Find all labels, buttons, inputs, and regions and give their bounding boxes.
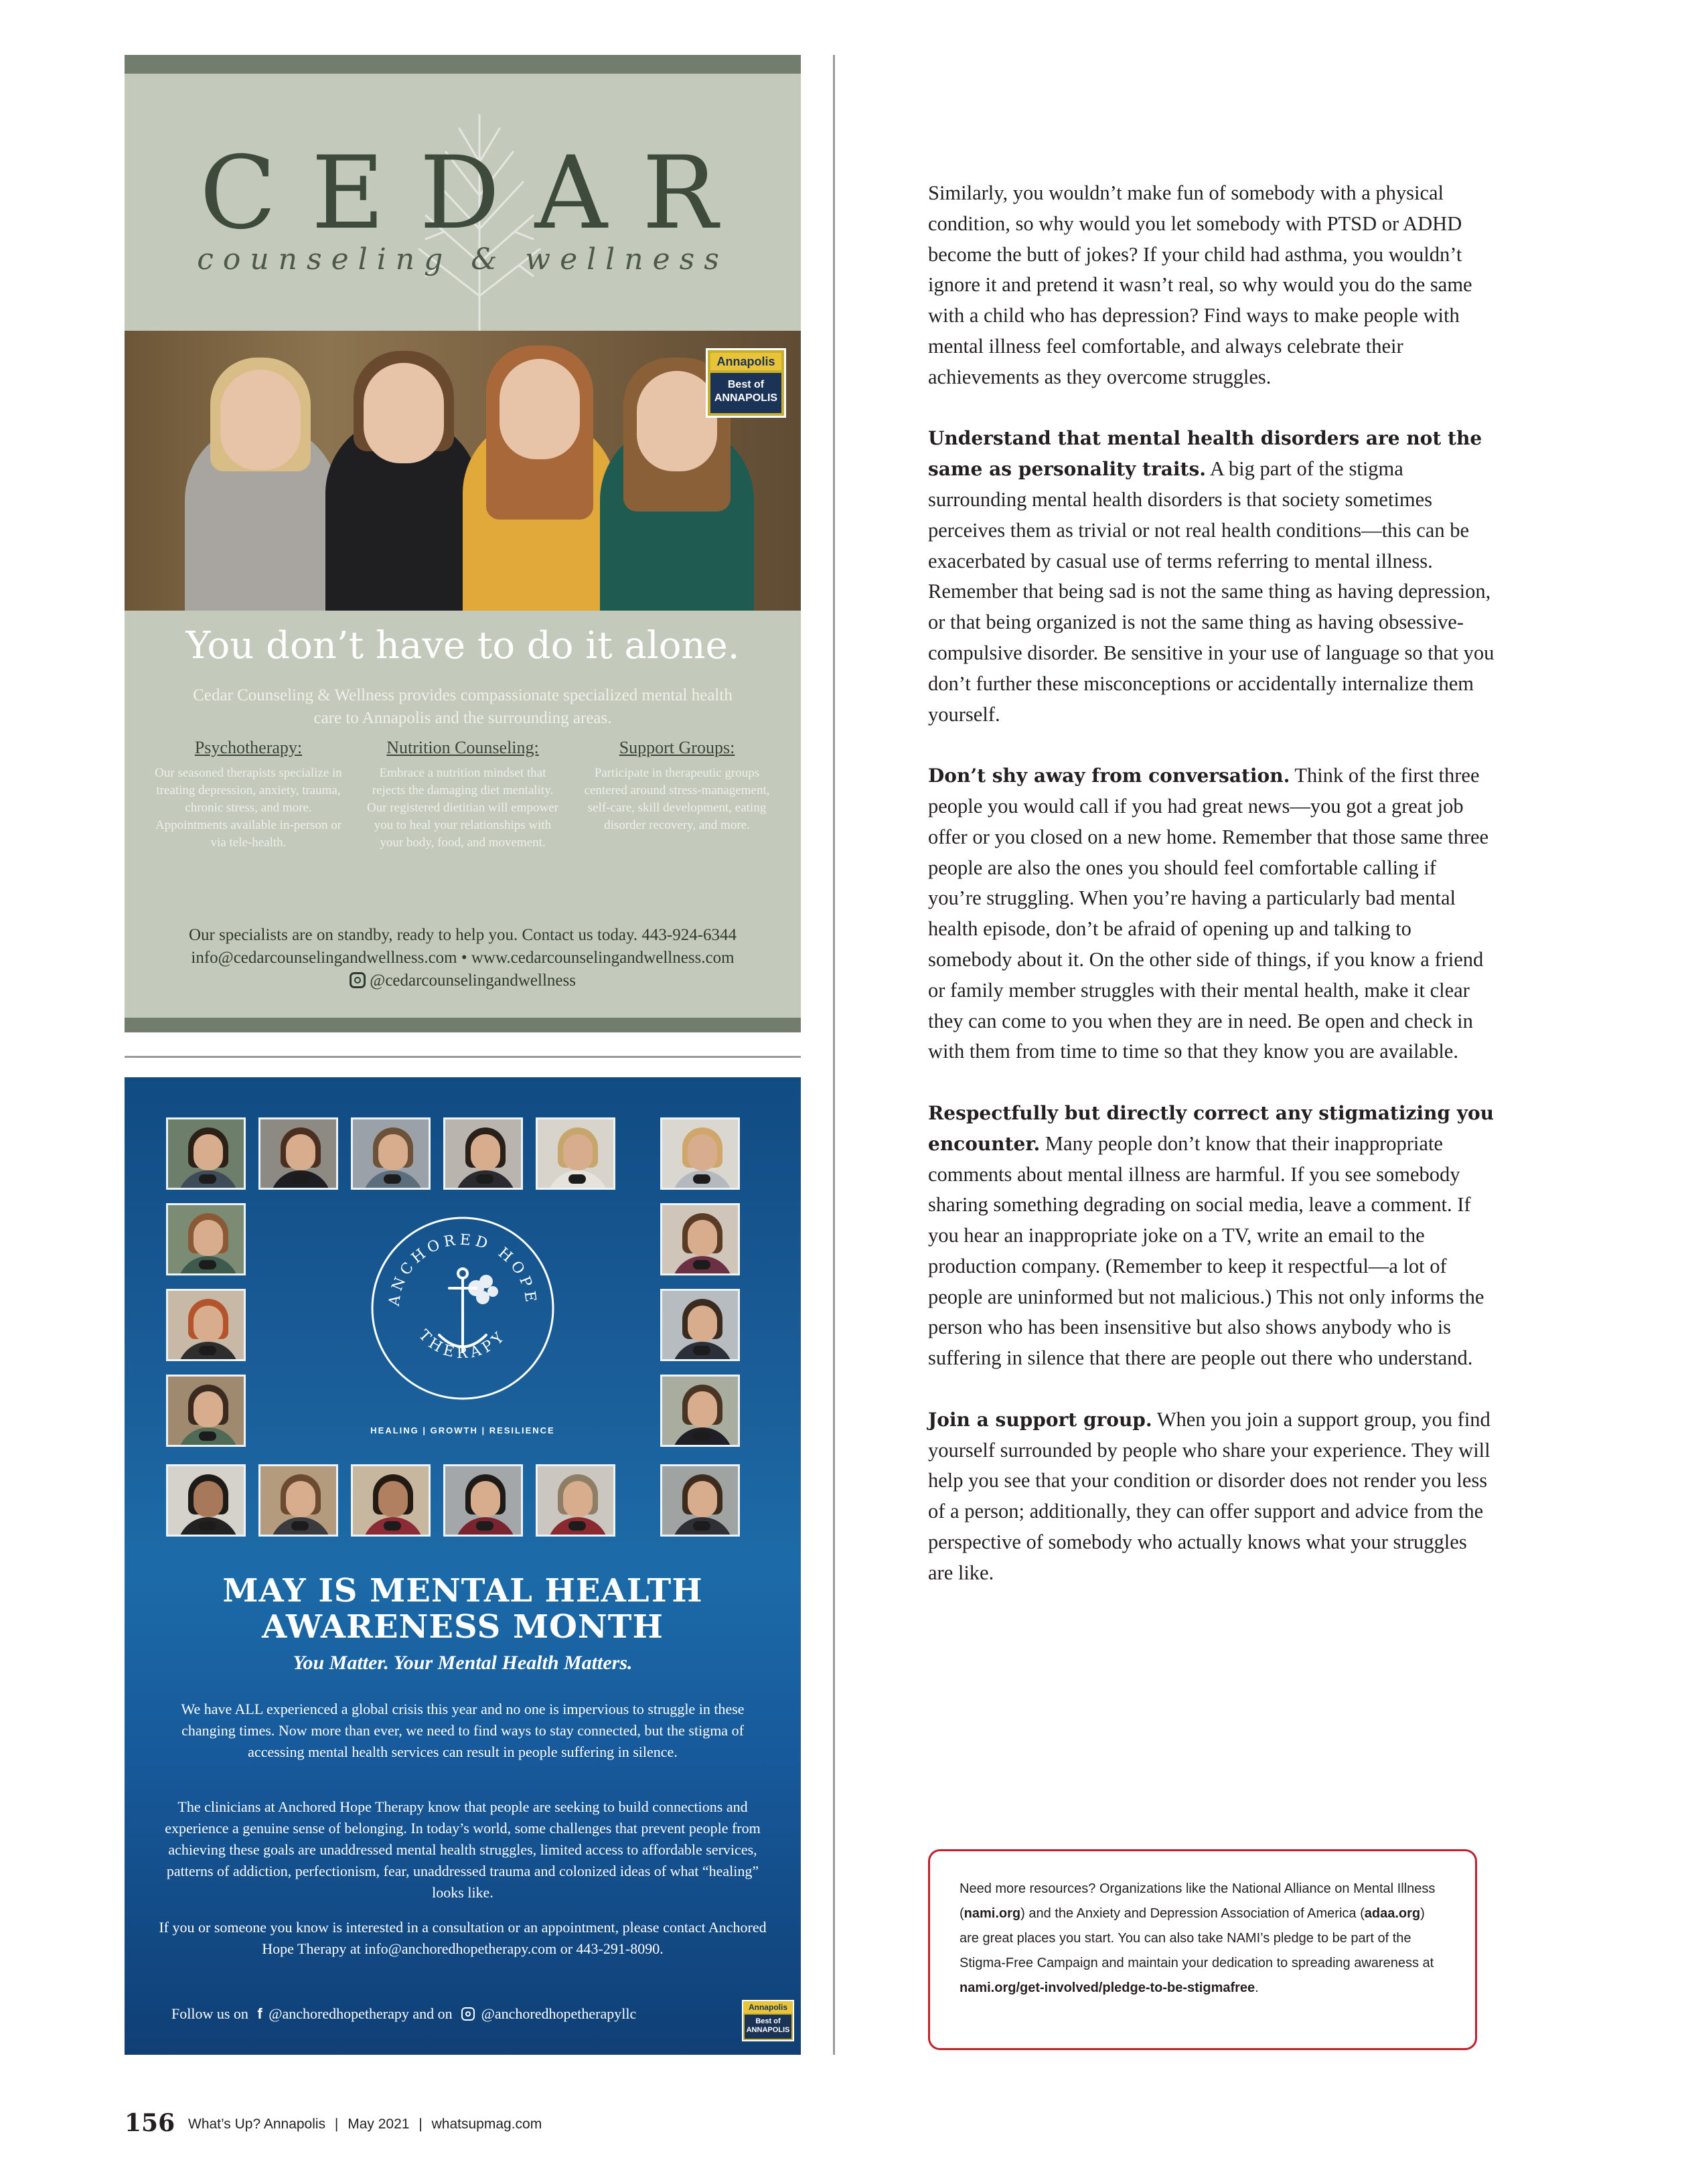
column-divider (833, 55, 835, 2055)
paragraph-lead: Don’t shy away from conversation. (928, 765, 1290, 787)
paragraph-lead: Respectfully but directly correct any stigmatizing you encounter. (928, 1101, 1495, 1155)
clinician-photo (443, 1464, 523, 1537)
clinician-photo (660, 1464, 740, 1537)
article-paragraph: Understand that mental health disorders are not the same as personality traits. A big part of the stigma surrounding mental health disorders is that society sometimes perceives them as trivial or not real health conditions—this can be exacerbated by casual use of terms referring to mental illness. Remember that being sad is not the same thing as having depression, or that being organized is not the same thing as having obsessive-compulsive disorder. Be sensitive in your use of language so that you don’t further these misconceptions or accidentally internalize them yourself. (928, 427, 1495, 726)
instagram-handle[interactable]: @anchoredhopetherapyllc (481, 2005, 637, 2022)
clinician-photo (258, 1464, 338, 1537)
svg-text:ANCHORED HOPE: ANCHORED HOPE (386, 1231, 540, 1308)
anchored-hope-logo (369, 1215, 556, 1402)
clinician-photo (536, 1464, 615, 1537)
instagram-icon (461, 2007, 475, 2021)
contact-phone-line: Our specialists are on standby, ready to help you. Contact us today. 443-924-6344 (188, 926, 737, 944)
team-photo (125, 331, 801, 611)
service-support-groups (580, 738, 774, 852)
service-title: Support Groups: (619, 738, 735, 757)
paragraph-lead: Understand that mental health disorders are not the same as personality traits. (928, 427, 1482, 481)
ad-divider (125, 1056, 801, 1058)
anchored-hope-ad (125, 1077, 801, 2055)
best-of-annapolis-badge: Annapolis Best of ANNAPOLIS (742, 2000, 794, 2041)
clinician-photo (660, 1117, 740, 1190)
article-paragraph: Similarly, you wouldn’t make fun of somebody with a physical condition, so why would you let somebody with PTSD or ADHD become the butt of jokes? If your child had asthma, you wouldn’t ignore it and pretend it wasn’t real, so why would you do the same with a child who has depression? Find ways to make people with mental illness feel comfortable, and always celebrate their achievements as they overcome struggles. (928, 181, 1472, 388)
paragraph-lead: Join a support group. (928, 1408, 1152, 1431)
service-title: Psychotherapy: (194, 738, 303, 757)
clinician-photo (166, 1117, 246, 1190)
clinician-photo (351, 1117, 431, 1190)
facebook-icon: f (257, 2005, 262, 2022)
clinician-photo (660, 1289, 740, 1361)
resources-callout: Need more resources? Organizations like the National Alliance on Mental Illness (nami.org) and the Anxiety and Depression Association of America (adaa.org) are great places you start. You can also take NAMI’s pledge to be part of the Stigma-Free Campaign and maintain your dedication to spreading awareness at nami.org/get-involved/pledge-to-be-stigmafree. (928, 1849, 1477, 2050)
brand-name: CEDAR (200, 135, 753, 252)
page-footer: 156 What’s Up? Annapolis | May 2021 | whatsupmag.com (125, 2109, 542, 2137)
facebook-handle[interactable]: @anchoredhopetherapy (269, 2005, 409, 2022)
link-adaa[interactable]: adaa.org (1364, 1906, 1421, 1921)
instagram-icon (350, 972, 366, 988)
cedar-ad (125, 55, 801, 1032)
ad-paragraph: If you or someone you know is interested in a consultation or an appointment, please contact Anchored Hope Therapy at info@anchoredhopetherapy.com or 443-291-8090. (159, 1919, 767, 1957)
service-nutrition (366, 738, 560, 852)
ad-bottom-band (125, 1018, 801, 1032)
link-stigmafree-pledge[interactable]: nami.org/get-involved/pledge-to-be-stigmafree (960, 1980, 1255, 1995)
service-psychotherapy (151, 738, 346, 852)
issue-date: May 2021 (348, 2116, 410, 2132)
ad-paragraph: The clinicians at Anchored Hope Therapy know that people are seeking to build connections and experience a genuine sense of belonging. In today’s world, some challenges that prevent people from achieving these goals are unaddressed mental health struggles, limited access to affordable services, patterns of addiction, perfectionism, fear, unaddressed trauma and colonized ideas of what “healing” looks like. (165, 1798, 761, 1901)
service-text: Our seasoned therapists specialize in treating depression, anxiety, trauma, chronic stress, and more. Appointments available in-person or via tele-health. (155, 766, 342, 850)
clinician-photo (660, 1203, 740, 1275)
clinician-photo (166, 1289, 246, 1361)
clinician-photo (166, 1203, 246, 1275)
best-of-annapolis-badge: Annapolis Best of ANNAPOLIS (706, 348, 786, 418)
clinician-photo (166, 1375, 246, 1447)
website-link[interactable]: whatsupmag.com (431, 2116, 542, 2132)
article-paragraph: Join a support group. When you join a support group, you find yourself surrounded by people who share your experience. They will help you see that your condition or disorder does not render you less of a person; additionally, they can offer support and advice from the perspective of somebody who actually knows what your struggles are like. (928, 1407, 1490, 1584)
service-text: Embrace a nutrition mindset that rejects the damaging diet mentality. Our registered dietitian will empower you to heal your relationships with your body, food, and movement. (367, 766, 558, 850)
ad-headline: MAY IS MENTAL HEALTH AWARENESS MONTH (222, 1572, 703, 1646)
ad-paragraph: We have ALL experienced a global crisis this year and no one is impervious to struggle in these changing times. Now more than ever, we need to find ways to stay connected, but the stigma of accessing mental health services can result in people suffering in silence. (181, 1701, 745, 1760)
clinician-photo (351, 1464, 431, 1537)
contact-social-line[interactable]: @cedarcounselingandwellness (125, 969, 801, 992)
clinician-photo (536, 1117, 615, 1190)
service-text: Participate in therapeutic groups centered around stress-management, self-care, skill development, eating disorder recovery, and more. (584, 766, 770, 832)
services-list (151, 738, 774, 852)
article-body (928, 178, 1495, 1619)
logo-tagline: HEALING | GROWTH | RESILIENCE (370, 1425, 555, 1435)
ad-top-band (125, 55, 801, 74)
publication-name: What’s Up? Annapolis (188, 2116, 326, 2132)
brand-subtitle: counseling & wellness (197, 242, 729, 277)
clinician-photo (443, 1117, 523, 1190)
ad-contact (125, 924, 801, 992)
link-nami[interactable]: nami.org (964, 1906, 1021, 1921)
ad-subhead: You Matter. Your Mental Health Matters. (293, 1652, 633, 1674)
clinician-photo (258, 1117, 338, 1190)
clinician-photo (660, 1375, 740, 1447)
contact-web-line[interactable]: info@cedarcounselingandwellness.com • www.cedarcounselingandwellness.com (191, 949, 735, 967)
article-paragraph: Don’t shy away from conversation. Think of the first three people you would call if you had great news—you got a great job offer or you closed on a new home. Remember that those same three people are also the ones you should feel comfortable calling if you’re struggling. When you’re having a particularly bad mental health episode, don’t be afraid of opening up and talking to somebody about it. On the other side of things, if you know a friend or family member struggles with their mental health, make it clear they can come to you when they are in need. Be open and check in with them from time to time so that they know you are available. (928, 764, 1489, 1063)
article-paragraph: Respectfully but directly correct any stigmatizing you encounter. Many people don’t know that their inappropriate comments about mental illness are harmful. If you see somebody sharing something degrading on social media, leave a comment. If you hear an inappropriate joke on a TV, write an email to the production company. (Remember to keep it respectful—a lot of people are uninformed but not malicious.) This not only informs the person who has been insensitive but also shows anybody who is suffering in silence that there are people out there who understand. (928, 1101, 1495, 1370)
service-title: Nutrition Counseling: (386, 738, 539, 757)
social-follow-line: Follow us on f @anchoredhopetherapy and on @anchoredhopetherapyllc (171, 2005, 637, 2022)
svg-text:THERAPY: THERAPY (414, 1326, 510, 1362)
ad-headline: You don’t have to do it alone. (185, 624, 740, 668)
page-number: 156 (125, 2109, 175, 2137)
ad-description: Cedar Counseling & Wellness provides compassionate specialized mental health care to Annapolis and the surrounding areas. (193, 686, 733, 727)
clinician-photo (166, 1464, 246, 1537)
